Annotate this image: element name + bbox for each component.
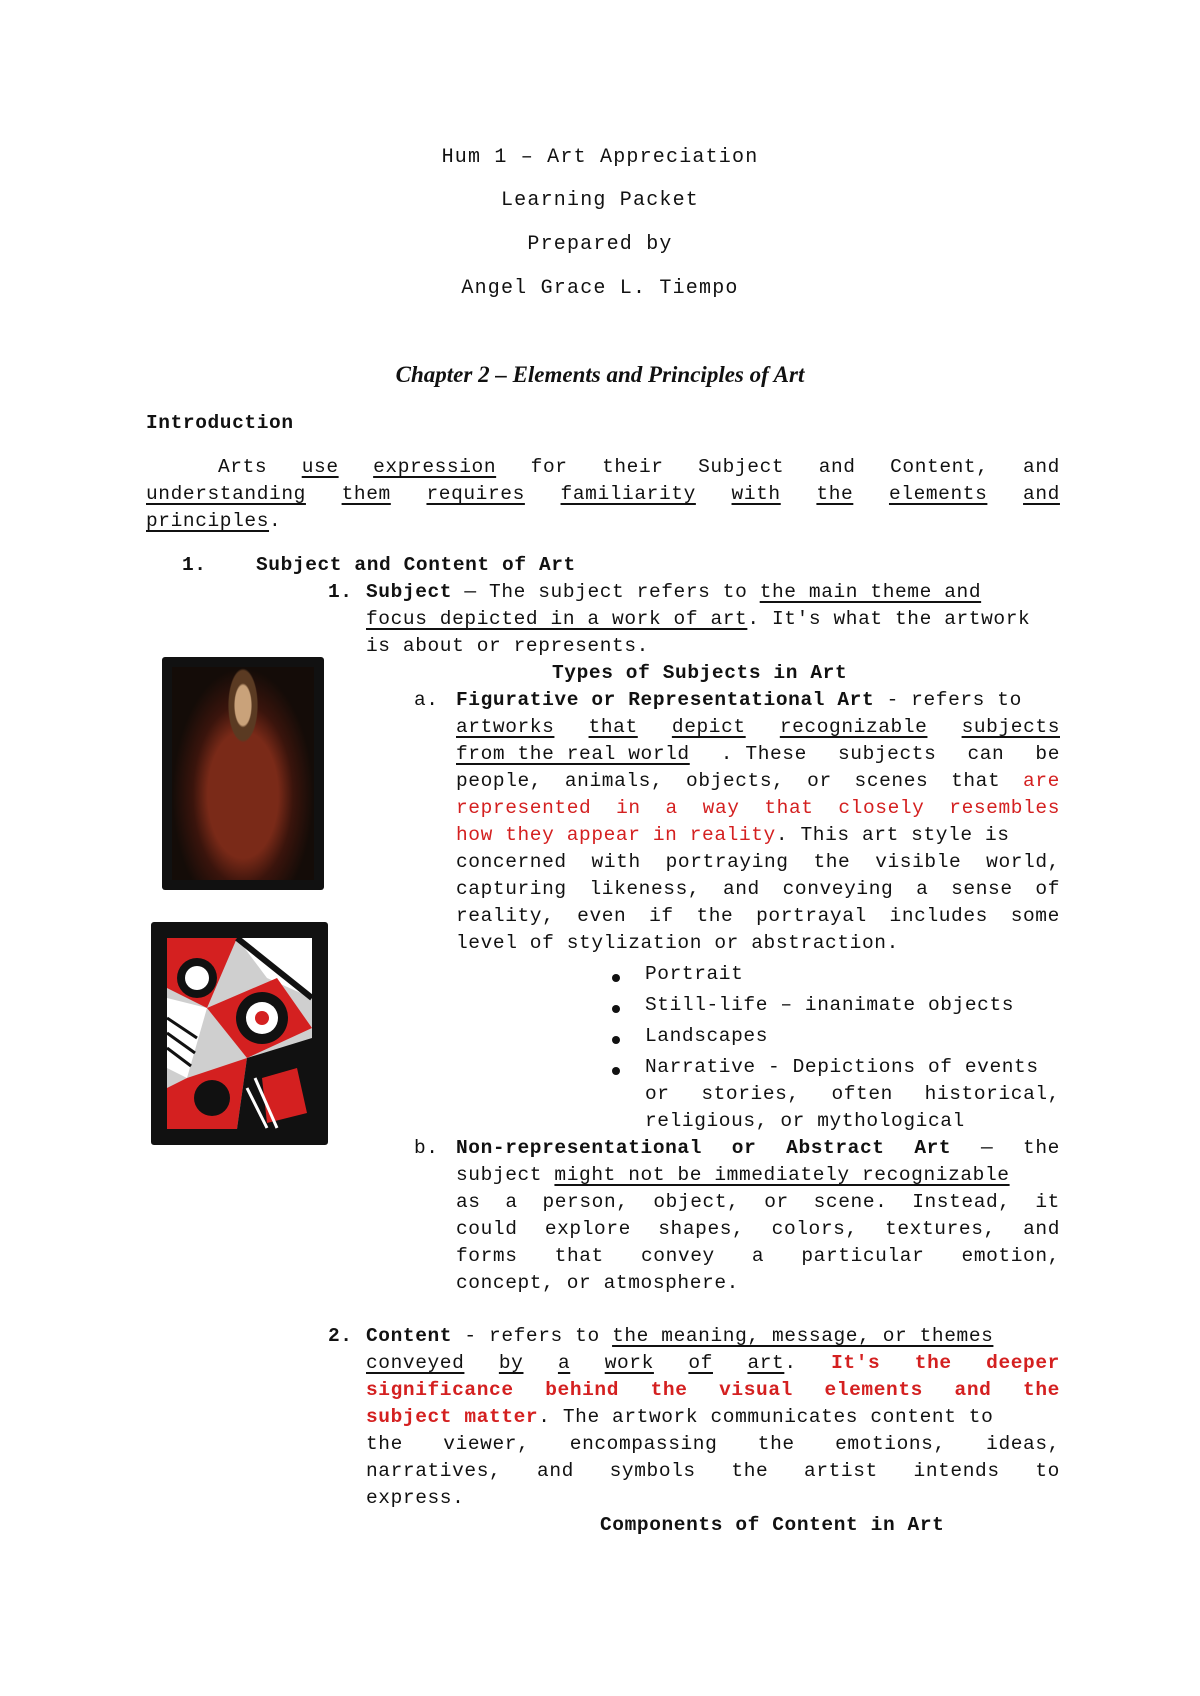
- content-line-1: Content - refers to the meaning, message, or themes: [366, 1325, 994, 1347]
- abs-line-6: concept, or atmosphere.: [456, 1272, 739, 1294]
- types-heading: Types of Subjects in Art: [552, 662, 848, 684]
- abs-line-2: subject might not be immediately recognizable: [456, 1164, 1010, 1186]
- fig-line-5: represented in a way that closely resembles: [456, 797, 1060, 819]
- content-line-3: significance behind the visual elements and the: [366, 1379, 1060, 1401]
- subject-line-1: Subject — The subject refers to the main theme and: [366, 581, 982, 603]
- bullet-dot: [612, 1067, 620, 1075]
- content-line-6: narratives, and symbols the artist intends to: [366, 1460, 1060, 1482]
- abs-line-3: as a person, object, or scene. Instead, it: [456, 1191, 1060, 1213]
- author-name: Angel Grace L. Tiempo: [461, 277, 739, 300]
- abs-line-4: could explore shapes, colors, textures, and: [456, 1218, 1060, 1240]
- subject-line-3: is about or represents.: [366, 635, 649, 657]
- bullet-narrative-line-3: religious, or mythological: [645, 1110, 965, 1132]
- intro-line-3: principles.: [146, 510, 282, 532]
- fig-line-6: how they appear in reality. This art style is: [456, 824, 1010, 846]
- section-number: 1.: [182, 554, 207, 576]
- fig-line-10: level of stylization or abstraction.: [456, 932, 899, 954]
- fig-line-2: artworks that depict recognizable subjects: [456, 716, 1060, 738]
- section-title: Subject and Content of Art: [256, 554, 576, 576]
- abs-line-1: Non-representational or Abstract Art — the: [456, 1137, 1060, 1159]
- bullet-dot: [612, 1036, 620, 1044]
- abstract-painting: [151, 922, 328, 1145]
- content-number: 2.: [328, 1325, 353, 1347]
- bullet-still-life: Still-life – inanimate objects: [645, 994, 1015, 1016]
- fig-line-3: from the real world . These subjects can be: [456, 743, 1060, 765]
- course-title: Hum 1 – Art Appreciation: [441, 146, 759, 169]
- prepared-by: Prepared by: [527, 233, 673, 256]
- intro-line-1: Arts use expression for their Subject and Content, and: [218, 456, 1060, 478]
- abs-letter: b.: [414, 1137, 439, 1159]
- content-line-4: subject matter. The artwork communicates content to: [366, 1406, 994, 1428]
- bullet-landscapes: Landscapes: [645, 1025, 769, 1047]
- packet-title: Learning Packet: [500, 189, 700, 212]
- fig-line-8: capturing likeness, and conveying a sense of: [456, 878, 1060, 900]
- bullet-dot: [612, 1005, 620, 1013]
- bullet-portrait: Portrait: [645, 963, 744, 985]
- fig-line-4: people, animals, objects, or scenes that are: [456, 770, 1060, 792]
- intro-line-2: understanding them requires familiarity with the elements and: [146, 483, 1060, 505]
- fig-line-1: Figurative or Representational Art - refers to: [456, 689, 1022, 711]
- bullet-narrative: Narrative - Depictions of events: [645, 1056, 1039, 1078]
- components-heading: Components of Content in Art: [600, 1514, 945, 1536]
- content-line-7: express.: [366, 1487, 465, 1509]
- subject-line-2: focus depicted in a work of art. It's what the artwork: [366, 608, 1031, 630]
- bullet-narrative-line-2: or stories, often historical,: [645, 1083, 1060, 1105]
- bullet-dot: [612, 974, 620, 982]
- portrait-painting: [162, 657, 324, 890]
- fig-line-7: concerned with portraying the visible world,: [456, 851, 1060, 873]
- abs-line-5: forms that convey a particular emotion,: [456, 1245, 1060, 1267]
- fig-letter: a.: [414, 689, 439, 711]
- intro-heading: Introduction: [146, 412, 294, 434]
- subject-number: 1.: [328, 581, 353, 603]
- chapter-title: Chapter 2 – Elements and Principles of Art: [395, 362, 805, 387]
- content-line-5: the viewer, encompassing the emotions, ideas,: [366, 1433, 1060, 1455]
- content-line-2: conveyed by a work of art. It's the deeper: [366, 1352, 1060, 1374]
- fig-line-9: reality, even if the portrayal includes some: [456, 905, 1060, 927]
